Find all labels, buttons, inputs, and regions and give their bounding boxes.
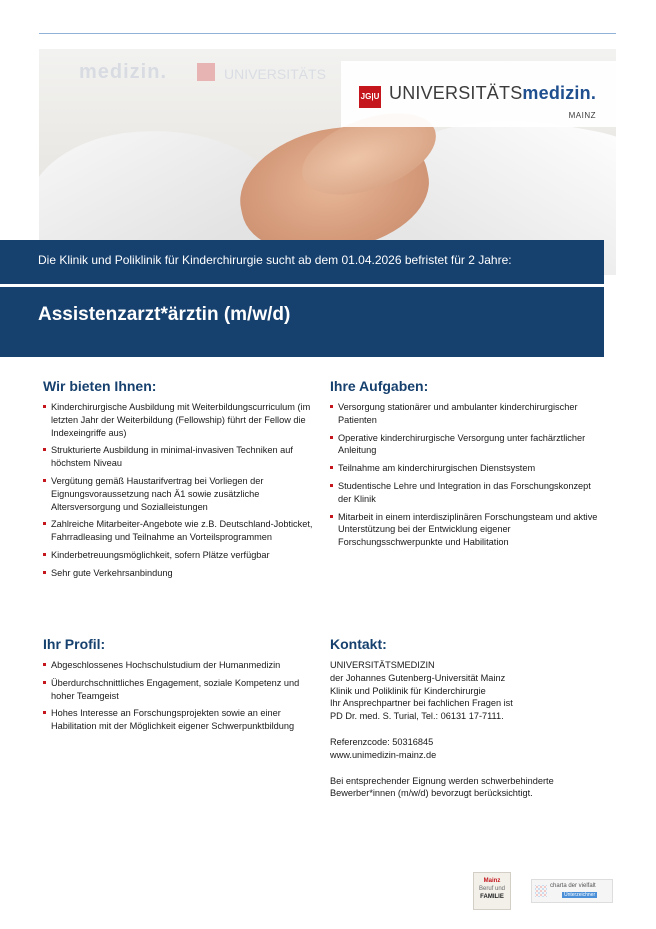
contact-heading: Kontakt: — [330, 636, 387, 652]
profile-section — [43, 636, 308, 738]
list-item: Operative kinderchirurgische Versorgung unter fachärztlicher Anleitung — [330, 432, 605, 458]
website-link[interactable]: www.unimedizin-mainz.de — [330, 749, 437, 760]
contact-line: Ihr Ansprechpartner bei fachlichen Fragen ist — [330, 698, 513, 709]
title-band — [0, 287, 604, 357]
list-item: Abgeschlossenes Hochschulstudium der Humanmedizin — [43, 659, 308, 672]
contact-line: der Johannes Gutenberg-Universität Mainz — [330, 672, 506, 683]
intro-text: Die Klinik und Poliklinik für Kinderchirurgie sucht ab dem 01.04.2026 befristet für 2 Jahre: — [38, 253, 512, 267]
disability-note: Bei entsprechender Eignung werden schwerbehinderte Bewerber*innen (m/w/d) bevorzugt berücksichtigt. — [330, 775, 554, 799]
list-item: Kinderbetreuungsmöglichkeit, sofern Plätze verfügbar — [43, 549, 328, 562]
list-item: Kinderchirurgische Ausbildung mit Weiterbildungscurriculum (im letzten Jahr der Weiterbildung (Fellowship) führt der Fellow die Indexeingriffe aus) — [43, 401, 328, 439]
offer-heading: Wir bieten Ihnen: — [43, 378, 157, 394]
logo-subtitle: MAINZ — [568, 111, 596, 120]
diversity-dots-icon — [535, 885, 547, 897]
contact-line: UNIVERSITÄTSMEDIZIN — [330, 660, 435, 670]
hero-faint-brand-2: UNIVERSITÄTS — [224, 66, 326, 82]
list-item: Vergütung gemäß Haustarifvertrag bei Vorliegen der Eignungsvoraussetzung nach Ä1 sowie zusätzliche Altersversorgung und Sozialleistungen — [43, 475, 328, 513]
family-certificate-badge: Mainz Beruf und FAMILIE — [473, 872, 511, 910]
reference-code: Referenzcode: 50316845 — [330, 736, 434, 747]
contact-section — [330, 636, 610, 800]
list-item: Teilnahme am kinderchirurgischen Dienstsystem — [330, 462, 605, 475]
list-item: Mitarbeit in einem interdisziplinären Forschungsteam und aktive Unterstützung bei der Entwicklung eigener Forschungsschwerpunkte und Habilitation — [330, 511, 605, 549]
list-item: Überdurchschnittliches Engagement, soziale Kompetenz und hoher Teamgeist — [43, 677, 308, 703]
list-item: Versorgung stationärer und ambulanter kinderchirurgischer Patienten — [330, 401, 605, 427]
contact-line: Klinik und Poliklinik für Kinderchirurgie — [330, 685, 486, 696]
top-divider — [39, 33, 616, 34]
logo-wordmark: UNIVERSITÄTSmedizin. — [389, 83, 597, 103]
offer-list — [43, 401, 328, 580]
hero-faint-mark — [197, 63, 215, 81]
tasks-list — [330, 401, 605, 549]
list-item: Sehr gute Verkehrsanbindung — [43, 567, 328, 580]
list-item: Hohes Interesse an Forschungsprojekten sowie an einer Habilitation mit der Möglichkeit eigener Schwerpunktbildung — [43, 707, 308, 733]
intro-band — [0, 240, 604, 284]
hero-faint-brand: medizin. — [79, 61, 168, 83]
list-item: Zahlreiche Mitarbeiter-Angebote wie z.B. Deutschland-Jobticket, Fahrradleasing und Teilnahme an Vorteilsprogrammen — [43, 518, 328, 544]
list-item: Strukturierte Ausbildung in minimal-invasiven Techniken auf höchstem Niveau — [43, 444, 328, 470]
offer-section — [43, 378, 328, 585]
tasks-heading: Ihre Aufgaben: — [330, 378, 429, 394]
job-title: Assistenzarzt*ärztin (m/w/d) — [38, 304, 291, 325]
profile-heading: Ihr Profil: — [43, 636, 106, 652]
logo-mark: JG|U — [359, 86, 381, 108]
contact-line: PD Dr. med. S. Turial, Tel.: 06131 17-7111. — [330, 711, 504, 722]
tasks-section — [330, 378, 605, 554]
university-logo — [341, 61, 616, 127]
diversity-charter-badge: charta der vielfalt Unterzeichner — [531, 879, 613, 903]
list-item: Studentische Lehre und Integration in das Forschungskonzept der Klinik — [330, 480, 605, 506]
profile-list — [43, 659, 308, 733]
